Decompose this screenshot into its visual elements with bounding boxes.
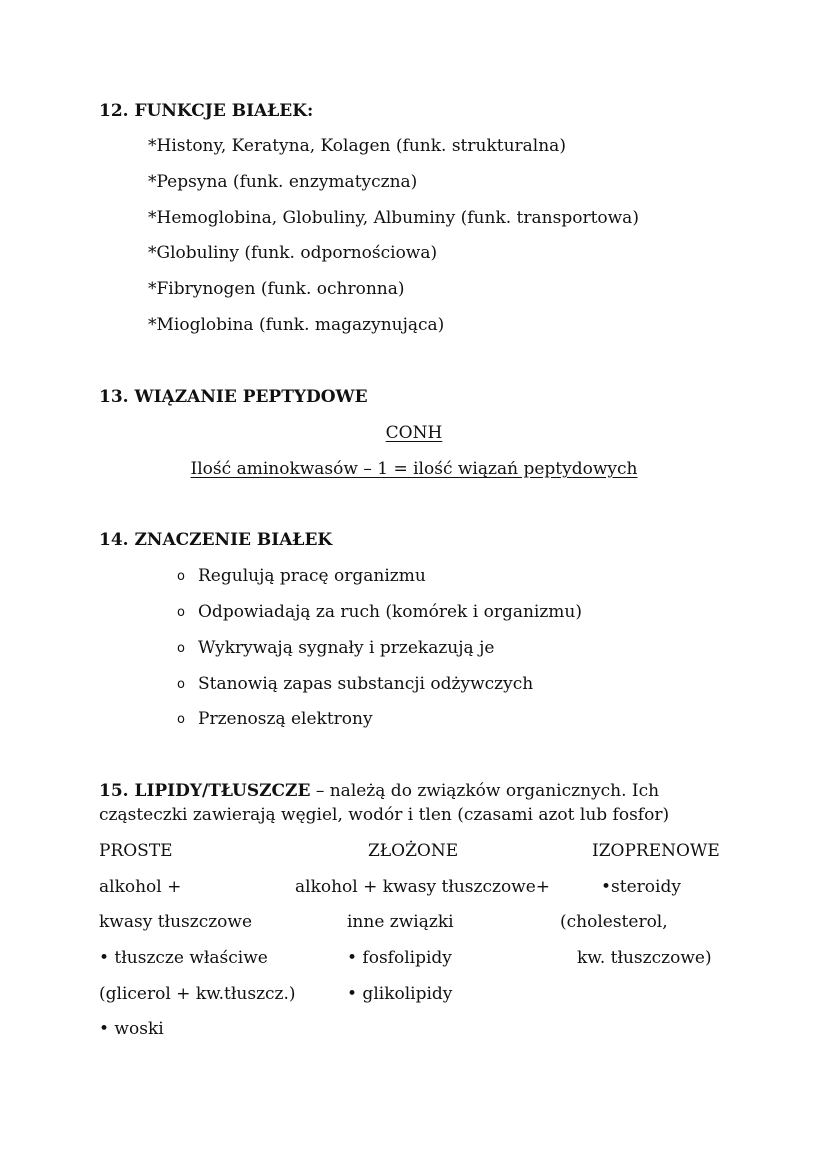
circle-bullet-icon: o	[177, 605, 185, 620]
s14-item: Odpowiadają za ruch (komórek i organizmu)	[198, 602, 583, 622]
circle-bullet-icon: o	[177, 677, 185, 692]
s12-item: *Fibrynogen (funk. ochronna)	[148, 279, 405, 299]
s12-item: *Pepsyna (funk. enzymatyczna)	[148, 172, 418, 192]
s12-item: *Hemoglobina, Globuliny, Albuminy (funk. transportowa)	[148, 208, 639, 228]
s12-item: *Histony, Keratyna, Kolagen (funk. strukturalna)	[148, 136, 566, 156]
s14-item: Stanowią zapas substancji odżywczych	[198, 674, 534, 694]
s14-item: Przenoszą elektrony	[198, 709, 373, 729]
col-izoprenowe-title: IZOPRENOWE	[592, 841, 720, 861]
s14-item: Regulują pracę organizmu	[198, 566, 426, 586]
section-15-paragraph	[99, 779, 739, 827]
col-proste-title: PROSTE	[99, 841, 173, 861]
col-zlozone-title: ZŁOŻONE	[368, 841, 459, 861]
proste-line: alkohol +	[99, 877, 182, 897]
circle-bullet-icon: o	[177, 641, 185, 656]
izoprenowe-line: kw. tłuszczowe)	[577, 948, 712, 968]
circle-bullet-icon: o	[177, 569, 185, 584]
s12-item: *Mioglobina (funk. magazynująca)	[148, 315, 445, 335]
section-15-intro: – należą do związków organicznych. Ich cząsteczki zawierają węgiel, wodór i tlen (czasami azot lub fosfor)	[99, 781, 670, 825]
izoprenowe-line: (cholesterol,	[560, 912, 668, 932]
circle-bullet-icon: o	[177, 712, 185, 727]
section-15-heading: 15. LIPIDY/TŁUSZCZE	[99, 781, 311, 801]
zlozone-line: alkohol + kwasy tłuszczowe+	[295, 877, 551, 897]
zlozone-line: • glikolipidy	[347, 984, 453, 1004]
proste-line: kwasy tłuszczowe	[99, 912, 253, 932]
section-14-heading: 14. ZNACZENIE BIAŁEK	[99, 530, 333, 550]
section-13-heading: 13. WIĄZANIE PEPTYDOWE	[99, 387, 368, 407]
proste-line: (glicerol + kw.tłuszcz.)	[99, 984, 296, 1004]
peptide-bond-formula: CONH	[385, 423, 443, 443]
zlozone-line: inne związki	[347, 912, 454, 932]
izoprenowe-line: •steroidy	[601, 877, 681, 897]
proste-line: • woski	[99, 1019, 164, 1039]
peptide-bond-rule: Ilość aminokwasów – 1 = ilość wiązań peptydowych	[190, 459, 638, 479]
s14-item: Wykrywają sygnały i przekazują je	[198, 638, 495, 658]
s12-item: *Globuliny (funk. odpornościowa)	[148, 243, 438, 263]
proste-line: • tłuszcze właściwe	[99, 948, 268, 968]
section-12-heading: 12. FUNKCJE BIAŁEK:	[99, 101, 314, 121]
zlozone-line: • fosfolipidy	[347, 948, 452, 968]
